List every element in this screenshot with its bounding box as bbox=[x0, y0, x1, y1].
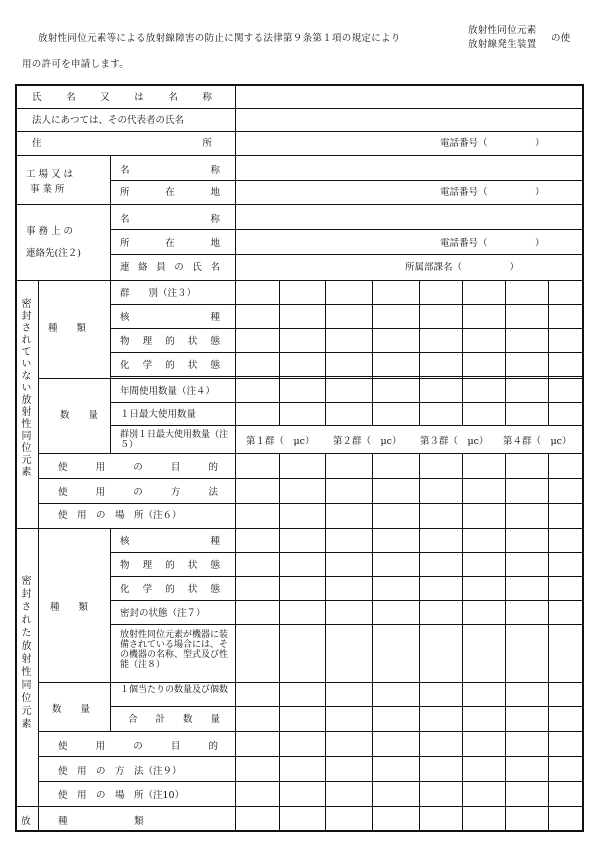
label-factory: 工 場 又 は bbox=[26, 169, 74, 180]
label-sealed-device: 放射性同位元素が機器に装備されている場合には、その機器の名称、型式及び性能（注８） bbox=[120, 630, 229, 670]
label-unsealed-group: 群 別（注３） bbox=[120, 288, 197, 299]
h-rule bbox=[110, 552, 584, 553]
v-rule bbox=[110, 155, 111, 280]
label-sealed-seal-state: 密封の状態（注７） bbox=[120, 608, 206, 619]
v-rule bbox=[505, 453, 506, 528]
v-rule bbox=[505, 528, 506, 806]
h-rule bbox=[38, 453, 584, 454]
label-unsealed-qty: 数 量 bbox=[60, 410, 99, 421]
label-group4: 第４群（ μc） bbox=[503, 436, 572, 447]
v-rule bbox=[419, 280, 420, 425]
label-unsealed-chem: 化 学 的 状 態 bbox=[120, 360, 220, 371]
h-rule bbox=[38, 682, 584, 683]
label-group1: 第１群（ μc） bbox=[246, 436, 315, 447]
v-rule bbox=[419, 453, 420, 528]
h-rule bbox=[110, 376, 584, 377]
v-rule bbox=[325, 453, 326, 528]
v-rule bbox=[279, 806, 280, 832]
h-rule bbox=[110, 254, 584, 255]
v-rule bbox=[548, 280, 549, 425]
label-factory-2: 事 業 所 bbox=[30, 184, 65, 195]
label-unsealed-vertical: 密封されていない放射性同位元素 bbox=[19, 298, 30, 478]
h-rule bbox=[15, 155, 584, 156]
header-option-device: 放射線発生装置 bbox=[468, 39, 537, 50]
h-rule bbox=[110, 576, 584, 577]
v-rule bbox=[372, 453, 373, 528]
h-rule bbox=[110, 352, 584, 353]
label-name: 氏 名 又 は 名 称 bbox=[32, 92, 212, 103]
v-rule bbox=[419, 528, 420, 806]
v-rule bbox=[110, 280, 111, 453]
v-rule bbox=[419, 806, 420, 832]
v-rule bbox=[38, 280, 39, 528]
label-sealed-nuclide: 核 種 bbox=[120, 536, 220, 547]
h-rule bbox=[15, 528, 584, 529]
h-rule bbox=[110, 425, 584, 426]
h-rule bbox=[110, 402, 584, 403]
v-rule bbox=[462, 453, 463, 528]
label-unsealed-kind: 種 類 bbox=[48, 323, 87, 334]
v-rule bbox=[235, 84, 236, 832]
v-rule bbox=[462, 806, 463, 832]
h-rule bbox=[38, 781, 584, 782]
label-unsealed-group-daily: 群別１日最大使用数量（注５） bbox=[120, 430, 229, 450]
h-rule bbox=[38, 478, 584, 479]
label-contact-location: 所 在 地 bbox=[120, 238, 220, 249]
label-unsealed-phys: 物 理 的 状 態 bbox=[120, 336, 220, 347]
h-rule bbox=[110, 304, 584, 305]
label-unsealed-daily: １日最大使用数量 bbox=[120, 409, 197, 420]
label-sealed-per-unit: １個当たりの数量及び個数 bbox=[120, 685, 229, 695]
label-sealed-qty: 数 量 bbox=[52, 704, 91, 715]
header-option-ri: 放射性同位元素 bbox=[468, 25, 537, 36]
label-contact-person: 連 絡 員 の 氏 名 bbox=[120, 262, 220, 273]
label-sealed-purpose: 使 用 の 目 的 bbox=[58, 741, 218, 752]
v-rule bbox=[38, 806, 39, 832]
label-group3: 第３群（ μc） bbox=[420, 436, 489, 447]
v-rule bbox=[279, 453, 280, 528]
header-line1-end: の使 bbox=[551, 33, 571, 44]
label-contact-dept: 所属部課名（ ） bbox=[405, 262, 520, 273]
h-rule bbox=[15, 806, 584, 807]
label-contact: 事 務 上 の bbox=[26, 226, 74, 237]
label-address-phone: 電話番号（ ） bbox=[440, 138, 545, 149]
label-unsealed-method: 使 用 の 方 法 bbox=[58, 487, 218, 498]
header-line1: 放射性同位元素等による放射線障害の防止に関する法律第９条第１項の規定により bbox=[38, 33, 401, 44]
label-sealed-method: 使 用 の 方 法（注９） bbox=[58, 766, 182, 777]
v-rule bbox=[548, 806, 549, 832]
h-rule bbox=[15, 108, 584, 109]
label-contact-name: 名 称 bbox=[120, 214, 220, 225]
v-rule bbox=[372, 806, 373, 832]
h-rule bbox=[110, 229, 584, 230]
h-rule bbox=[38, 756, 584, 757]
h-rule bbox=[110, 624, 584, 625]
h-rule bbox=[15, 131, 584, 132]
v-rule bbox=[505, 280, 506, 425]
label-footer-kind: 種 類 bbox=[58, 816, 144, 827]
label-contact-2: 連絡先(注２) bbox=[26, 248, 81, 259]
label-factory-phone: 電話番号（ ） bbox=[440, 187, 545, 198]
v-rule bbox=[462, 280, 463, 425]
label-sealed-place: 使 用 の 場 所（注10） bbox=[58, 790, 185, 801]
label-factory-location: 所 在 地 bbox=[120, 187, 220, 198]
label-representative: 法人にあつては、その代表者の氏名 bbox=[32, 115, 185, 126]
h-rule bbox=[15, 204, 584, 205]
h-rule bbox=[110, 600, 584, 601]
label-unsealed-annual: 年間使用数量（注４） bbox=[120, 386, 216, 397]
label-group2: 第２群（ μc） bbox=[333, 436, 402, 447]
label-unsealed-nuclide: 核 種 bbox=[120, 312, 220, 323]
v-rule bbox=[372, 528, 373, 806]
v-rule bbox=[548, 453, 549, 528]
h-rule bbox=[110, 706, 584, 707]
v-rule bbox=[462, 528, 463, 806]
v-rule bbox=[372, 280, 373, 425]
v-rule bbox=[505, 806, 506, 832]
label-footer-prefix: 放 bbox=[21, 816, 31, 827]
v-rule bbox=[548, 528, 549, 806]
label-sealed-kind: 種 類 bbox=[50, 602, 89, 613]
v-rule bbox=[279, 280, 280, 425]
header-line2: 用の許可を申請します。 bbox=[22, 59, 130, 70]
label-contact-phone: 電話番号（ ） bbox=[440, 238, 545, 249]
label-sealed-phys: 物 理 的 状 態 bbox=[120, 560, 220, 571]
h-rule bbox=[38, 731, 584, 732]
v-rule bbox=[38, 528, 39, 806]
label-sealed-chem: 化 学 的 状 態 bbox=[120, 584, 220, 595]
label-sealed-vertical: 密封された放射性同位元素 bbox=[19, 575, 30, 731]
label-unsealed-purpose: 使 用 の 目 的 bbox=[58, 462, 218, 473]
v-rule bbox=[110, 528, 111, 731]
h-rule bbox=[110, 180, 584, 181]
v-rule bbox=[325, 280, 326, 425]
h-rule bbox=[15, 280, 584, 281]
h-rule bbox=[110, 328, 584, 329]
label-sealed-total: 合 計 数 量 bbox=[128, 714, 220, 725]
v-rule bbox=[279, 528, 280, 806]
v-rule bbox=[325, 528, 326, 806]
h-rule bbox=[38, 378, 584, 379]
h-rule bbox=[38, 503, 584, 504]
label-address: 住 所 bbox=[32, 138, 212, 149]
label-factory-name: 名 称 bbox=[120, 165, 220, 176]
label-unsealed-place: 使 用 の 場 所（注６） bbox=[58, 510, 182, 521]
v-rule bbox=[325, 806, 326, 832]
